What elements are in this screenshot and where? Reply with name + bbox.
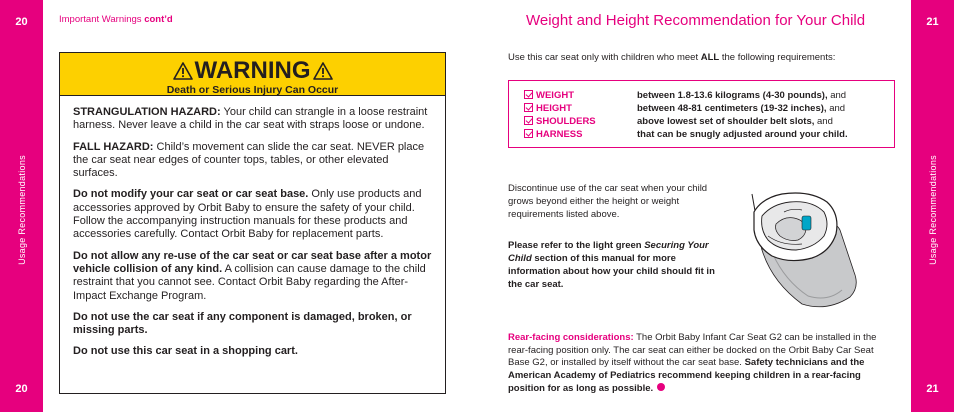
requirements-intro: Use this car seat only with children who meet ALL the following requirements: bbox=[508, 52, 836, 63]
warning-subtitle: Death or Serious Injury Can Occur bbox=[166, 84, 339, 96]
checkbox-icon bbox=[524, 90, 533, 99]
page-number-bottom-right: 21 bbox=[926, 383, 939, 395]
checkbox-icon bbox=[524, 116, 533, 125]
right-page-title: Weight and Height Recommendation for Your Child bbox=[526, 12, 866, 29]
warning-triangle-icon bbox=[313, 62, 333, 80]
warning-box bbox=[59, 52, 446, 394]
end-mark-dot-icon bbox=[657, 383, 665, 391]
left-side-bar bbox=[0, 0, 43, 412]
rear-facing-considerations: Rear-facing considerations: The Orbit Baby Infant Car Seat G2 can be installed in the rear-facing position only. The car seat can either be docked on the Orbit Baby Car Seat Base G2, or installed by itself without the car seat base. Safety technicians and the American Academy of Pediatrics recommend keeping children in a rear-facing position for as long as possible. bbox=[508, 332, 877, 394]
page-number-bottom-left: 20 bbox=[15, 383, 28, 395]
warning-triangle-icon bbox=[173, 62, 193, 80]
warning-paragraph: Do not allow any re-use of the car seat or car seat base after a motor vehicle collision of any kind. A collision can cause damage to the child restraint that you cannot see. Contact Orbit Baby regarding the After-Impact Exchange Program. bbox=[73, 249, 432, 302]
page-number-top-right: 21 bbox=[926, 16, 939, 28]
refer-text: Please refer to the light green Securing Your Child section of this manual for more information about how your child should fit in the car seat. bbox=[508, 240, 715, 290]
car-seat-illustration bbox=[732, 172, 862, 312]
warning-header bbox=[60, 53, 445, 96]
warning-body bbox=[60, 96, 445, 359]
checkbox-icon bbox=[524, 103, 533, 112]
warning-paragraph: Do not modify your car seat or car seat base. Only use products and accessories approved by Orbit Baby to ensure the safety of your child. Follow the accompanying instruction manuals for these products and accessories carefully. Contact Orbit Baby for replacement parts. bbox=[73, 188, 422, 241]
warning-paragraph: Do not use the car seat if any component is damaged, broken, or missing parts. bbox=[73, 310, 412, 337]
side-label-right: Usage Recommendations bbox=[927, 155, 938, 265]
discontinue-text: Discontinue use of the car seat when your child grows beyond either the height or weight requirements listed above. bbox=[508, 183, 708, 220]
side-label-left: Usage Recommendations bbox=[16, 155, 27, 265]
page-number-top-left: 20 bbox=[15, 16, 28, 28]
right-side-bar bbox=[911, 0, 954, 412]
checkbox-icon bbox=[524, 129, 533, 138]
requirements-box: WEIGHT between 1.8-13.6 kilograms (4-30 pounds), and HEIGHT between 48-81 centimeters (19-32 inches), and SHOULDERS above lowest set of shoulder belt slots, and HARNESS that can be snugly adjusted around your child. bbox=[508, 80, 895, 148]
warning-title: WARNING bbox=[60, 53, 445, 84]
warning-paragraph: STRANGULATION HAZARD: Your child can strangle in a loose restraint harness. Never leave a child in the car seat with straps loose or undone. bbox=[73, 106, 428, 132]
warning-paragraph: Do not use this car seat in a shopping cart. bbox=[73, 345, 298, 358]
warning-paragraph: FALL HAZARD: Child’s movement can slide the car seat. NEVER place the car seat near edges of counter tops, tables, or other elevated surfaces. bbox=[73, 140, 425, 180]
left-page-header: Important Warnings cont’d bbox=[59, 14, 173, 25]
